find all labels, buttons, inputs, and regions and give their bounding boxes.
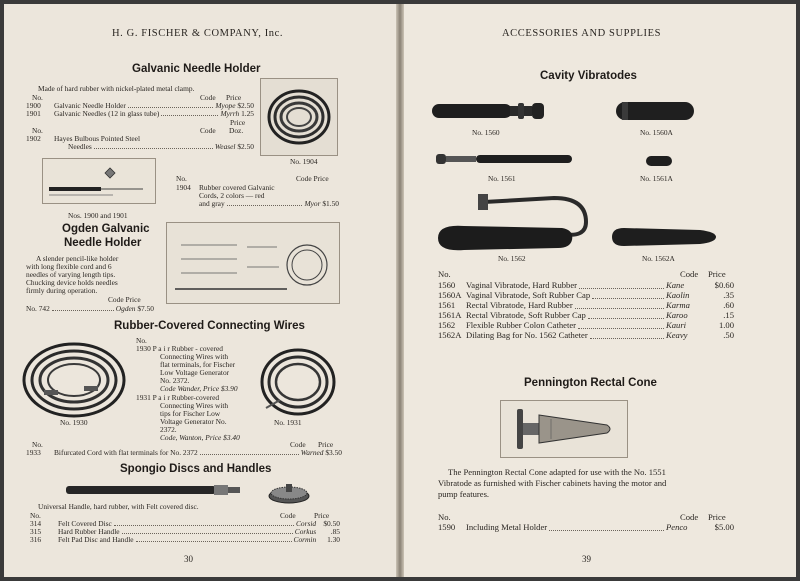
coiled-cord-illustration <box>261 79 337 155</box>
r1904-l1: Rubber covered Galvanic <box>199 183 275 192</box>
needle-holder-illustration <box>43 159 155 203</box>
wires-col-price: Price <box>318 440 334 449</box>
right-page-header: ACCESSORIES AND SUPPLIES <box>502 28 662 39</box>
cone-title: Pennington Rectal Cone <box>524 377 657 389</box>
rectal-cone-illustration <box>501 401 627 457</box>
wires-1930-l5: No. 2372. <box>160 376 190 385</box>
wires-1931-l2: Connecting Wires with <box>160 401 229 410</box>
vib-col-price: Price <box>708 269 726 279</box>
label-1562a: No. 1562A <box>642 254 675 263</box>
ogden-title-2: Needle Holder <box>64 237 142 249</box>
wires-1931-l3: tips for Fischer Low <box>160 409 221 418</box>
ogden-l2: with long flexible cord and 6 <box>26 262 112 271</box>
photo-742-ogden-holder <box>166 222 340 304</box>
vib-col-no: No. <box>438 269 451 279</box>
ogden-l1: A slender pencil-like holder <box>36 254 119 263</box>
cone-col-price: Price <box>708 512 726 522</box>
wires-1930-l3: flat terminals, for Fischer <box>160 360 236 369</box>
wires-1930-l2: Connecting Wires with <box>160 352 229 361</box>
row-1560: 1560 Vaginal Vibratode, Hard Rubber Kane $0.60 <box>438 280 734 290</box>
row-316: 316 Felt Pad Disc and Handle Cormin 1.30 <box>30 535 340 544</box>
photo-1590-cone <box>500 400 628 458</box>
label-1561a: No. 1561A <box>640 174 673 183</box>
vibratode-1561-illustration <box>434 150 574 168</box>
wires-1931-l1: 1931 P a i r Rubber-covered <box>136 393 220 402</box>
book-gutter <box>396 4 404 577</box>
vibratode-1560a-illustration <box>614 100 696 122</box>
row-1901: 1901 Galvanic Needles (12 in glass tube) Myrrh 1.25 <box>26 109 254 118</box>
galvanic-col-no2: No. <box>32 126 43 135</box>
wires-1931-label: No. 1931 <box>274 418 302 427</box>
cone-p1: The Pennington Rectal Cone adapted for use with the No. 1551 <box>448 467 666 477</box>
wires-1930-illustration <box>14 338 132 422</box>
vibratode-1561a-illustration <box>644 154 674 168</box>
left-page <box>4 4 396 577</box>
row-1562: 1562 Flexible Rubber Colon Catheter Kauri 1.00 <box>438 320 734 330</box>
row-314: 314 Felt Covered Disc Corsid $0.50 <box>30 519 340 528</box>
right-page <box>404 4 796 577</box>
spongio-desc: Universal Handle, hard rubber, with Felt covered disc. <box>38 502 199 511</box>
spongio-title: Spongio Discs and Handles <box>120 463 272 475</box>
photo-1900-label: Nos. 1900 and 1901 <box>68 211 128 220</box>
wires-col-no: No. <box>32 440 43 449</box>
vibratode-1560-illustration <box>430 98 548 124</box>
bag-1562a-illustration <box>610 224 720 250</box>
spongio-disc-illustration <box>266 480 312 506</box>
ogden-hdr: Code Price <box>108 295 141 304</box>
r1904-hdr-cp: Code Price <box>296 174 329 183</box>
label-1560: No. 1560 <box>472 128 500 137</box>
row-1561a: 1561A Rectal Vibratode, Soft Rubber Cap Karoo .15 <box>438 310 734 320</box>
galvanic-desc: Made of hard rubber with nickel-plated metal clamp. <box>38 84 195 93</box>
ogden-l3: needles of varying length tips. <box>26 270 116 279</box>
right-page-number: 39 <box>582 554 591 564</box>
label-1561: No. 1561 <box>488 174 516 183</box>
label-1562: No. 1562 <box>498 254 526 263</box>
row-1590: 1590 Including Metal Holder Penco $5.00 <box>438 522 734 532</box>
row-1562a: 1562A Dilating Bag for No. 1562 Catheter Keavy .50 <box>438 330 734 340</box>
cone-p2: Vibratode as furnished with Fischer cabinets having the motor and <box>438 478 667 488</box>
galvanic-col-code2: Code <box>200 126 216 135</box>
ogden-title-1: Ogden Galvanic <box>62 223 150 235</box>
cone-p3: pump features. <box>438 489 490 499</box>
galvanic-col-no: No. <box>32 93 43 102</box>
wires-1931-l5: 2372. <box>160 425 177 434</box>
wires-title: Rubber-Covered Connecting Wires <box>114 320 305 332</box>
r1904-hdr-no: No. <box>176 174 187 183</box>
spongio-col-price: Price <box>314 511 330 520</box>
ogden-l4: Chucking device holds needles <box>26 278 118 287</box>
wires-1931-l6: Code, Wanton, Price $3.40 <box>160 433 240 442</box>
wires-1930-l4: Low Voltage Generator <box>160 368 230 377</box>
row-1902-desc-a: Hayes Bulbous Pointed Steel <box>54 134 141 143</box>
galvanic-col-price: Price <box>226 93 242 102</box>
vibratodes-title: Cavity Vibratodes <box>540 70 637 82</box>
left-page-number: 30 <box>184 554 193 564</box>
wires-1930-label: No. 1930 <box>60 418 88 427</box>
wires-1930-l1: 1930 P a i r Rubber - covered <box>136 344 223 353</box>
galvanic-col-doz: Doz. <box>229 126 244 135</box>
cone-col-code: Code <box>680 512 699 522</box>
spongio-col-code: Code <box>280 511 296 520</box>
spongio-col-no: No. <box>30 511 41 520</box>
photo-1900-needle-holder <box>42 158 156 204</box>
row-315: 315 Hard Rubber Handle Corkus .85 <box>30 527 340 536</box>
row-742: No. 742 Ogden $7.50 <box>26 304 154 313</box>
left-page-header: H. G. FISCHER & COMPANY, Inc. <box>112 28 284 39</box>
wires-1931-l4: Voltage Generator No. <box>160 417 227 426</box>
r1904-l2: Cords, 2 colors — red <box>199 191 265 200</box>
galvanic-price2: Price <box>230 118 246 127</box>
row-1933: 1933 Bifurcated Cord with flat terminals for No. 2372 Warned $3.50 <box>26 448 342 457</box>
row-1902: Needles Weasel $2.50 <box>68 142 254 151</box>
galvanic-col-code: Code <box>200 93 216 102</box>
wires-1931-illustration <box>256 344 340 420</box>
ogden-l5: firmly during operation. <box>26 286 98 295</box>
wires-hdr-no: No. <box>136 336 147 345</box>
row-1902-no: 1902 <box>26 134 41 143</box>
ogden-holder-illustration <box>167 223 339 303</box>
wires-col-code: Code <box>290 440 306 449</box>
universal-handle-illustration <box>64 482 244 498</box>
photo-1904-label: No. 1904 <box>290 157 318 166</box>
cone-col-no: No. <box>438 512 451 522</box>
photo-1904-cord <box>260 78 338 156</box>
r1904-no: 1904 <box>176 183 191 192</box>
wires-1930-l6: Code Wander, Price $3.90 <box>160 384 238 393</box>
catheter-1562-illustration <box>434 188 594 254</box>
row-1560a: 1560A Vaginal Vibratode, Soft Rubber Cap Kaolin .35 <box>438 290 734 300</box>
row-1900: 1900 Galvanic Needle Holder Myope $2.50 <box>26 101 254 110</box>
vib-col-code: Code <box>680 269 699 279</box>
galvanic-title: Galvanic Needle Holder <box>132 63 261 75</box>
row-1561: 1561 Rectal Vibratode, Hard Rubber Karma .60 <box>438 300 734 310</box>
label-1560a: No. 1560A <box>640 128 673 137</box>
row-1904: and gray Myor $1.50 <box>199 199 339 208</box>
